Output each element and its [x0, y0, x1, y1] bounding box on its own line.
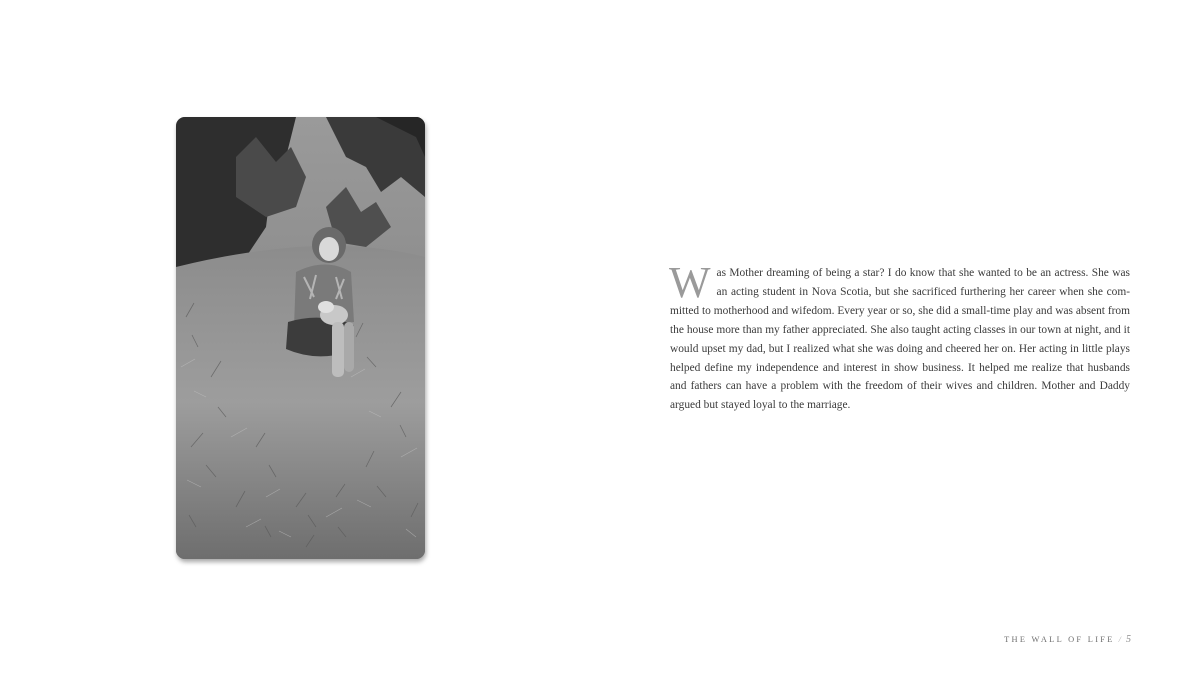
drop-cap: W	[669, 258, 711, 307]
paragraph-text: as Mother dreaming of being a star? I do know that she wanted to be an actress. She was an acting student in Nova Scotia, but she sacrificed furthering her career when she com-mitted to motherhood and wifedom. Every year or so, she did a small-time play and was absent from the house more than my father appreciated. She also taught acting classes in our town at night, and it would upset my dad, but I realized what she was doing and cheered her on. Her acting in little plays helped define my independence and interest in show business. It helped me realize that husbands and fathers can have a problem with the freedom of their wives and children. Mother and Daddy argued but stayed loyal to the marriage.	[670, 267, 1130, 412]
photograph	[176, 117, 425, 559]
running-footer	[1004, 634, 1131, 645]
running-title: THE WALL OF LIFE	[1004, 635, 1115, 644]
footer-separator: /	[1118, 635, 1121, 644]
body-paragraph	[669, 258, 1130, 415]
photo-image	[176, 117, 425, 559]
page-number: 5	[1126, 634, 1131, 645]
